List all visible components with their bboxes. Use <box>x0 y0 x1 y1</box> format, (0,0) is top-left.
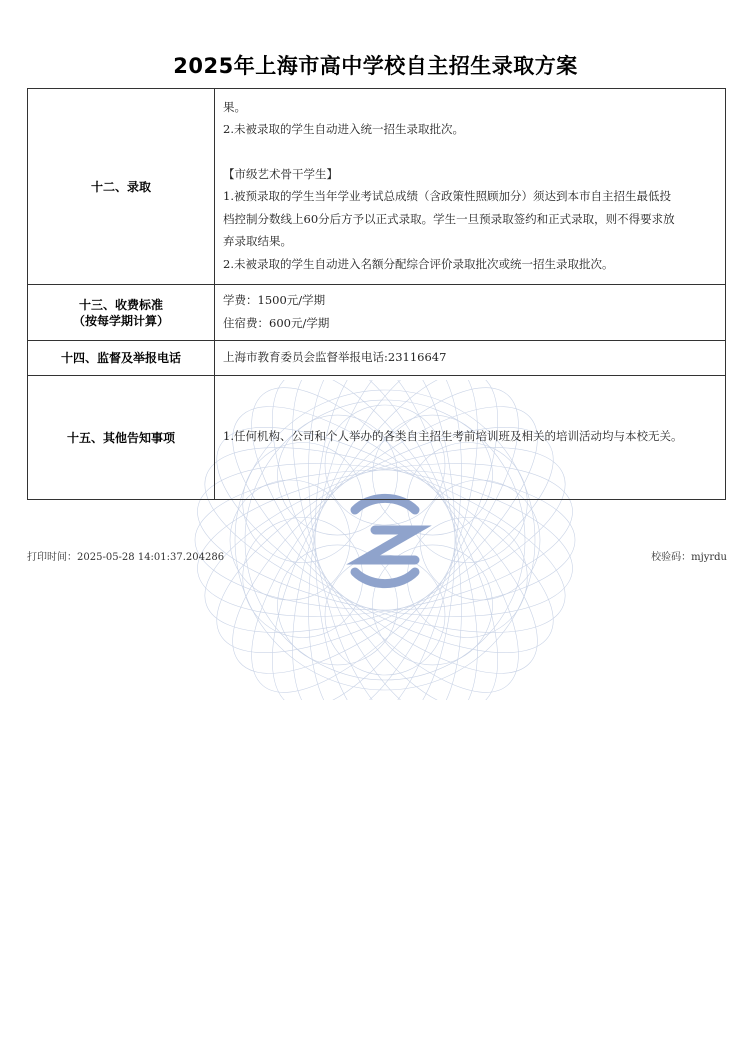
table-row <box>28 285 726 341</box>
text-line: 1.被预录取的学生当年学业考试总成绩（含政策性照顾加分）须达到本市自主招生最低投 <box>223 189 671 204</box>
page-title: 2025年上海市高中学校自主招生录取方案 <box>173 54 578 78</box>
row-content <box>215 89 726 285</box>
admission-table <box>27 88 726 500</box>
row-content <box>215 376 726 500</box>
row-content <box>215 285 726 341</box>
text-line: 档控制分数线上60分后方予以正式录取。学生一旦预录取签约和正式录取，则不得要求放 <box>223 211 675 226</box>
text-line: 学费：1500元/学期 <box>223 293 326 307</box>
verify-code: 校验码：mjyrdu <box>651 552 727 563</box>
print-time: 打印时间：2025-05-28 14:01:37.204286 <box>27 552 225 563</box>
blank-line <box>223 141 717 163</box>
text-line: 2.未被录取的学生自动进入名额分配综合评价录取批次或统一招生录取批次。 <box>223 256 614 271</box>
text-line: 【市级艺术骨干学生】 <box>223 166 338 181</box>
row-label: 十四、监督及举报电话 <box>28 341 215 376</box>
row-label: 十五、其他告知事项 <box>28 376 215 500</box>
text-line: 上海市教育委员会监督举报电话:23116647 <box>223 349 447 364</box>
row-label <box>28 285 215 341</box>
text-line: 2.未被录取的学生自动进入统一招生录取批次。 <box>223 122 464 137</box>
text-line: 住宿费：600元/学期 <box>223 315 330 330</box>
row-label-line: 十三、收费标准 <box>78 297 163 312</box>
row-label-line: （按每学期计算） <box>72 313 169 328</box>
table-row <box>28 89 726 285</box>
row-content <box>215 341 726 376</box>
row-label: 十二、录取 <box>28 89 215 285</box>
text-line: 果。 <box>223 99 246 114</box>
text-line: 弃录取结果。 <box>223 234 292 249</box>
text-line: 1.任何机构、公司和个人举办的各类自主招生考前培训班及相关的培训活动均与本校无关。 <box>223 429 683 444</box>
table-row <box>28 341 726 376</box>
table-row <box>28 376 726 500</box>
